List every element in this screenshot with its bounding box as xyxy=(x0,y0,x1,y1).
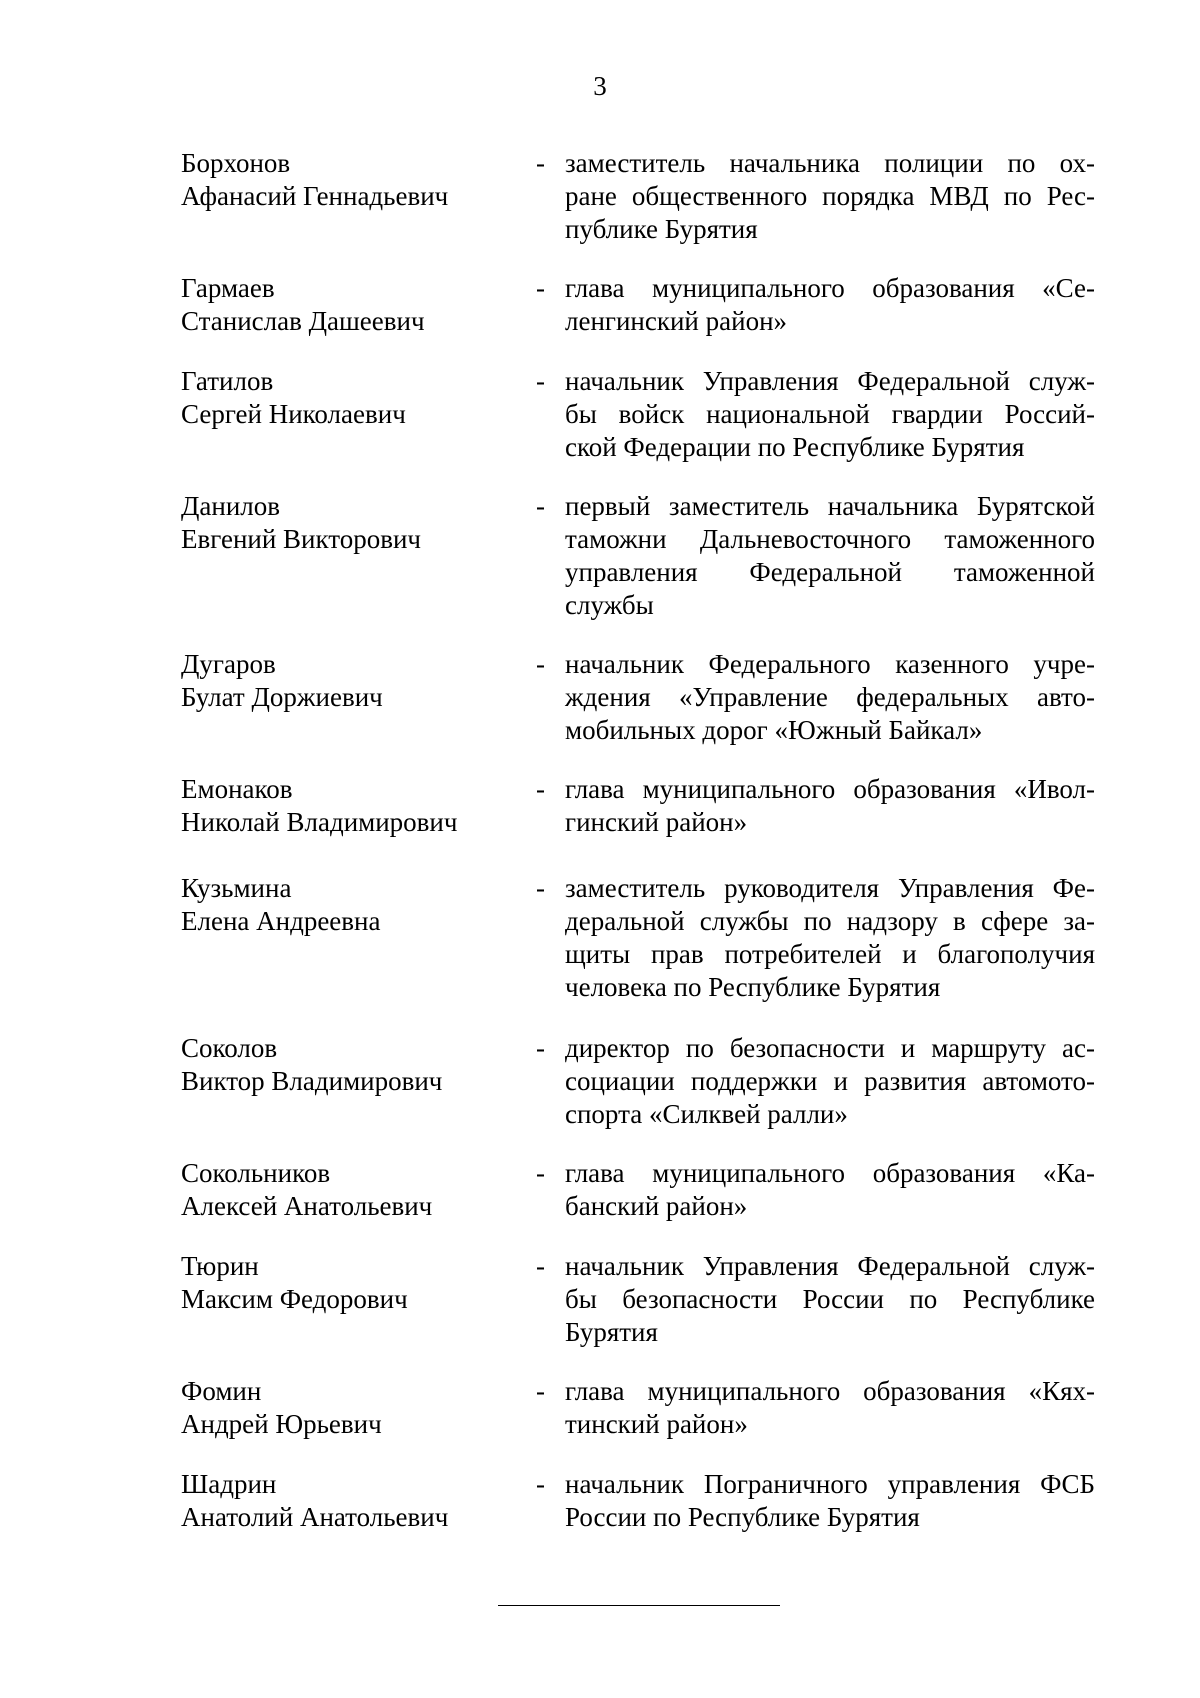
person-name xyxy=(181,648,511,714)
position-description xyxy=(565,872,1095,1004)
footer-divider xyxy=(498,1605,780,1606)
person-name xyxy=(181,1157,511,1223)
person-name xyxy=(181,1250,511,1316)
surname: Кузьмина xyxy=(181,873,292,903)
person-name xyxy=(181,1375,511,1441)
position-line: ждения «Управление федеральных авто- xyxy=(565,682,1095,712)
position-line: спорта «Силквей ралли» xyxy=(565,1099,848,1129)
person-name xyxy=(181,365,511,431)
surname: Дугаров xyxy=(181,649,276,679)
person-name xyxy=(181,147,511,213)
dash: - xyxy=(536,366,545,396)
position-description xyxy=(565,1468,1095,1534)
dash: - xyxy=(536,873,545,903)
position-description xyxy=(565,1032,1095,1131)
given-names: Елена Андреевна xyxy=(181,906,381,936)
given-names: Виктор Владимирович xyxy=(181,1066,443,1096)
person-name xyxy=(181,872,511,938)
position-line: управления Федеральной таможенной xyxy=(565,557,1095,587)
given-names: Евгений Викторович xyxy=(181,524,421,554)
position-line: начальник Управления Федеральной служ- xyxy=(565,366,1095,396)
position-line: начальник Пограничного управления ФСБ xyxy=(565,1469,1095,1499)
position-line: глава муниципального образования «Се- xyxy=(565,273,1095,303)
surname: Данилов xyxy=(181,491,281,521)
position-line: ленгинский район» xyxy=(565,306,788,336)
position-line: заместитель начальника полиции по ох- xyxy=(565,148,1095,178)
surname: Тюрин xyxy=(181,1251,259,1281)
surname: Емонаков xyxy=(181,774,293,804)
position-line: мобильных дорог «Южный Байкал» xyxy=(565,715,983,745)
position-line: бы войск национальной гвардии Россий- xyxy=(565,399,1095,429)
position-line: ской Федерации по Республике Бурятия xyxy=(565,432,1025,462)
position-line: бы безопасности России по Республике xyxy=(565,1284,1095,1314)
dash: - xyxy=(536,1158,545,1188)
dash: - xyxy=(536,1376,545,1406)
dash: - xyxy=(536,1251,545,1281)
given-names: Николай Владимирович xyxy=(181,807,458,837)
given-names: Анатолий Анатольевич xyxy=(181,1502,449,1532)
position-line: публике Бурятия xyxy=(565,214,758,244)
surname: Шадрин xyxy=(181,1469,277,1499)
position-description xyxy=(565,490,1095,622)
dash: - xyxy=(536,273,545,303)
person-name xyxy=(181,773,511,839)
dash: - xyxy=(536,491,545,521)
given-names: Андрей Юрьевич xyxy=(181,1409,382,1439)
position-line: первый заместитель начальника Бурятской xyxy=(565,491,1095,521)
dash: - xyxy=(536,649,545,679)
position-description xyxy=(565,365,1095,464)
dash: - xyxy=(536,148,545,178)
position-line: ране общественного порядка МВД по Рес- xyxy=(565,181,1095,211)
position-description xyxy=(565,1250,1095,1349)
position-description xyxy=(565,1157,1095,1223)
person-name xyxy=(181,490,511,556)
surname: Борхонов xyxy=(181,148,291,178)
given-names: Булат Доржиевич xyxy=(181,682,383,712)
position-line: Бурятия xyxy=(565,1317,658,1347)
person-name xyxy=(181,1032,511,1098)
position-line: России по Республике Бурятия xyxy=(565,1502,920,1532)
position-line: глава муниципального образования «Ивол- xyxy=(565,774,1095,804)
given-names: Максим Федорович xyxy=(181,1284,408,1314)
position-description xyxy=(565,648,1095,747)
position-line: начальник Управления Федеральной служ- xyxy=(565,1251,1095,1281)
surname: Гатилов xyxy=(181,366,274,396)
dash: - xyxy=(536,1469,545,1499)
surname: Сокольников xyxy=(181,1158,331,1188)
given-names: Алексей Анатольевич xyxy=(181,1191,433,1221)
given-names: Афанасий Геннадьевич xyxy=(181,181,449,211)
given-names: Станислав Дашеевич xyxy=(181,306,425,336)
given-names: Сергей Николаевич xyxy=(181,399,406,429)
position-line: таможни Дальневосточного таможенного xyxy=(565,524,1095,554)
position-description xyxy=(565,147,1095,246)
surname: Фомин xyxy=(181,1376,262,1406)
dash: - xyxy=(536,1033,545,1063)
position-line: социации поддержки и развития автомото- xyxy=(565,1066,1095,1096)
surname: Соколов xyxy=(181,1033,278,1063)
person-name xyxy=(181,1468,511,1534)
position-line: начальник Федерального казенного учре- xyxy=(565,649,1095,679)
dash: - xyxy=(536,774,545,804)
position-line: деральной службы по надзору в сфере за- xyxy=(565,906,1095,936)
person-name xyxy=(181,272,511,338)
position-line: тинский район» xyxy=(565,1409,748,1439)
position-line: директор по безопасности и маршруту ас- xyxy=(565,1033,1095,1063)
position-line: глава муниципального образования «Кях- xyxy=(565,1376,1095,1406)
position-line: службы xyxy=(565,590,654,620)
page-number: 3 xyxy=(593,71,607,101)
position-line: глава муниципального образования «Ка- xyxy=(565,1158,1095,1188)
position-description xyxy=(565,773,1095,839)
position-description xyxy=(565,272,1095,338)
position-line: банский район» xyxy=(565,1191,748,1221)
position-line: гинский район» xyxy=(565,807,748,837)
position-line: заместитель руководителя Управления Фе- xyxy=(565,873,1095,903)
position-line: щиты прав потребителей и благополучия xyxy=(565,939,1095,969)
position-description xyxy=(565,1375,1095,1441)
surname: Гармаев xyxy=(181,273,275,303)
position-line: человека по Республике Бурятия xyxy=(565,972,941,1002)
